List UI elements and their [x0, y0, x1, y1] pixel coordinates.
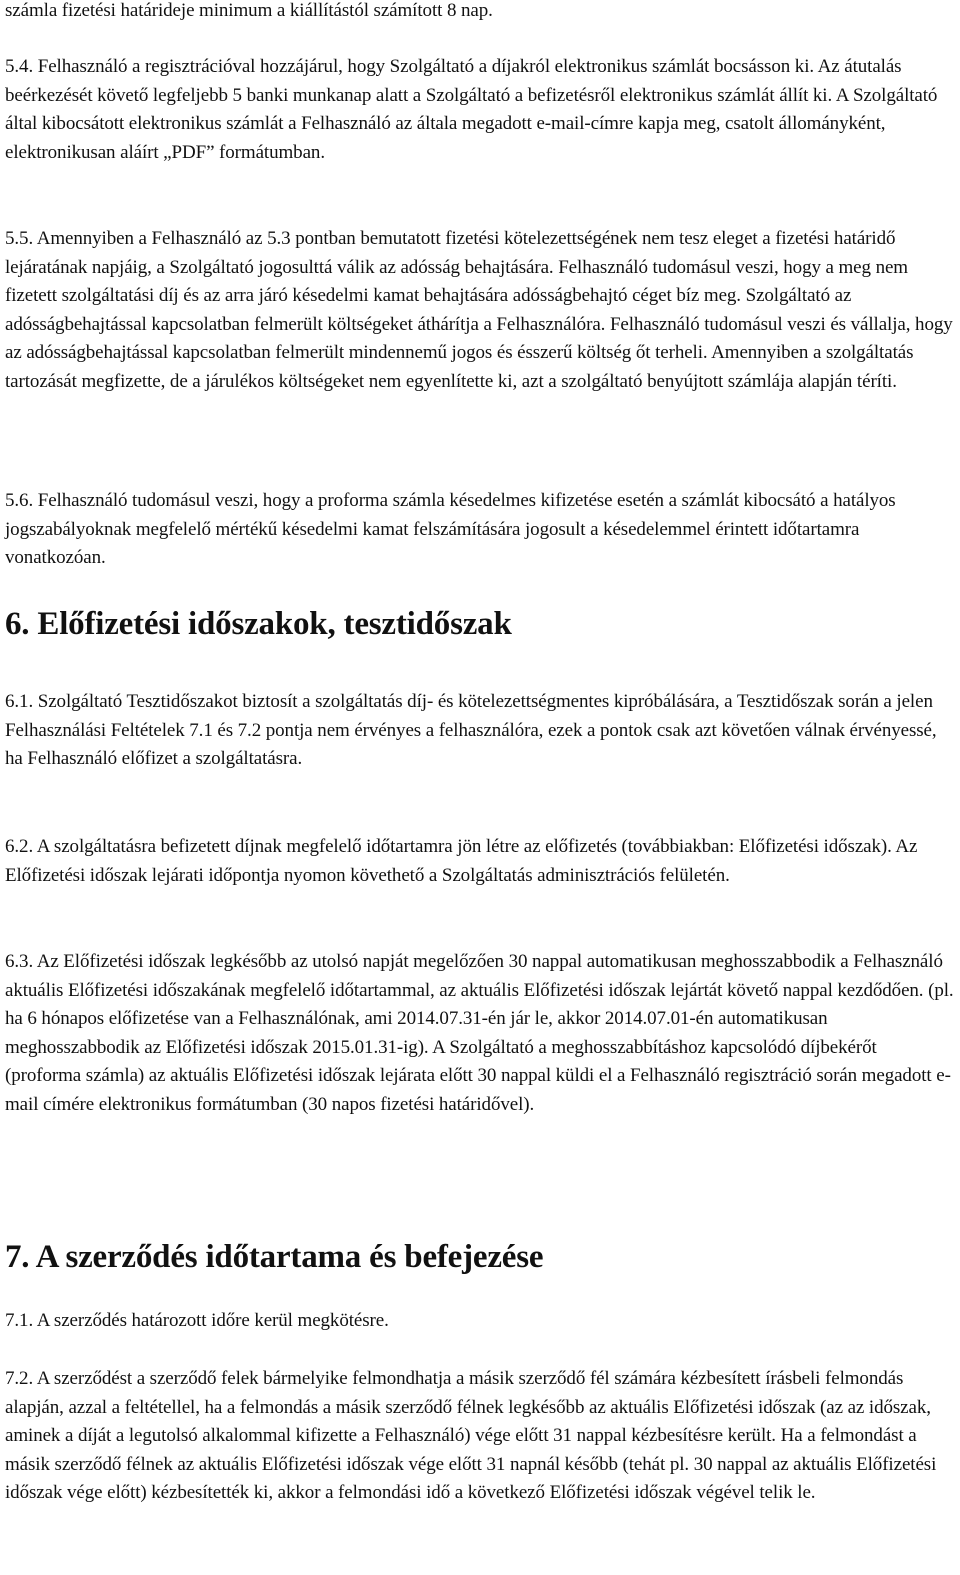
paragraph-7-1: 7.1. A szerződés határozott időre kerül megkötésre.	[5, 1310, 389, 1331]
paragraph-6-3: 6.3. Az Előfizetési időszak legkésőbb az utolsó napját megelőzően 30 nappal automatikusan meghosszabbodik a Felhasználó aktuális Előfizetési időszakának megfelelő időtartammal, az aktuális Előfizetési időszak lejártát követő nappal kezdődően. (pl. ha 6 hónapos előfizetése van a Felhasználónak, ami 2014.07.31-én jár le, akkor 2014.07.01-én automatikusan meghosszabbodik az Előfizetési időszak 2015.01.31-ig). A Szolgáltató a meghosszabbításhoz kapcsolódó díjbekérőt (proforma számla) az aktuális Előfizetési időszak lejárata előtt 30 nappal küldi el a Felhasználó regisztráció során megadott e-mail címére elektronikus formátumban (30 napos fizetési határidővel).	[5, 951, 954, 1115]
paragraph-5-4: 5.4. Felhasználó a regisztrációval hozzájárul, hogy Szolgáltató a díjakról elektronikus számlát bocsásson ki. Az átutalás beérkezését követő legfeljebb 5 banki munkanap alatt a Szolgáltató a befizetésről elektronikus számlát állít ki. A Szolgáltató által kibocsátott elektronikus számlát a Felhasználó az általa megadott e-mail-címre kapja meg, csatolt állományként, elektronikusan aláírt „PDF” formátumban.	[5, 56, 938, 163]
section-heading-6: 6. Előfizetési időszakok, tesztidőszak	[5, 606, 512, 642]
paragraph-5-5: 5.5. Amennyiben a Felhasználó az 5.3 pontban bemutatott fizetési kötelezettségének nem tesz eleget a fizetési határidő lejáratának napjáig, a Szolgáltató jogosulttá válik az adósság behajtására. Felhasználó tudomásul veszi, hogy a meg nem fizetett szolgáltatási díj és az arra járó késedelmi kamat behajtására adósságbehajtó céget bíz meg. Szolgáltató az adósságbehajtással kapcsolatban felmerült költségeket áthárítja a Felhasználóra. Felhasználó tudomásul veszi és vállalja, hogy az adósságbehajtással kapcsolatban felmerült mindennemű jogos és ésszerű költség őt terheli. Amennyiben a szolgáltatás tartozását megfizette, de a járulékos költségeket nem egyenlítette ki, azt a szolgáltató benyújtott számlája alapján téríti.	[5, 228, 953, 392]
paragraph-6-2: 6.2. A szolgáltatásra befizetett díjnak megfelelő időtartamra jön létre az előfizetés (továbbiakban: Előfizetési időszak). Az Előfizetési időszak lejárati időpontja nyomon követhető a Szolgáltatás adminisztrációs felületén.	[5, 836, 918, 886]
paragraph-5-6: 5.6. Felhasználó tudomásul veszi, hogy a proforma számla késedelmes kifizetése esetén a számlát kibocsátó a hatályos jogszabályoknak megfelelő mértékű késedelmi kamat felszámítására jogosult a késedelemmel érintett időtartamra vonatkozóan.	[5, 490, 896, 569]
paragraph-7-2: 7.2. A szerződést a szerződő felek bármelyike felmondhatja a másik szerződő fél számára kézbesített írásbeli felmondás alapján, azzal a feltétellel, ha a felmondás a másik szerződő félnek legkésőbb az aktuális Előfizetési időszak (az az időszak, aminek a díját a legutolsó alkalommal kifizette a Felhasználó) vége előtt 31 nappal kézbesítésre került. Ha a felmondást a másik szerződő félnek az aktuális Előfizetési időszak vége előtt 31 napnál később (tehát pl. 30 nappal az aktuális Előfizetési időszak vége előtt) kézbesítették ki, akkor a felmondási idő a következő Előfizetési időszak végével telik le.	[5, 1368, 937, 1504]
paragraph-5-3-tail: számla fizetési határideje minimum a kiállítástól számított 8 nap.	[5, 0, 493, 21]
paragraph-6-1: 6.1. Szolgáltató Tesztidőszakot biztosít a szolgáltatás díj- és kötelezettségmentes kipróbálására, a Tesztidőszak során a jelen Felhasználási Feltételek 7.1 és 7.2 pontja nem érvényes a felhasználóra, ezek a pontok csak azt követően válnak érvényessé, ha Felhasználó előfizet a szolgáltatásra.	[5, 691, 937, 770]
section-heading-7: 7. A szerződés időtartama és befejezése	[5, 1239, 544, 1275]
